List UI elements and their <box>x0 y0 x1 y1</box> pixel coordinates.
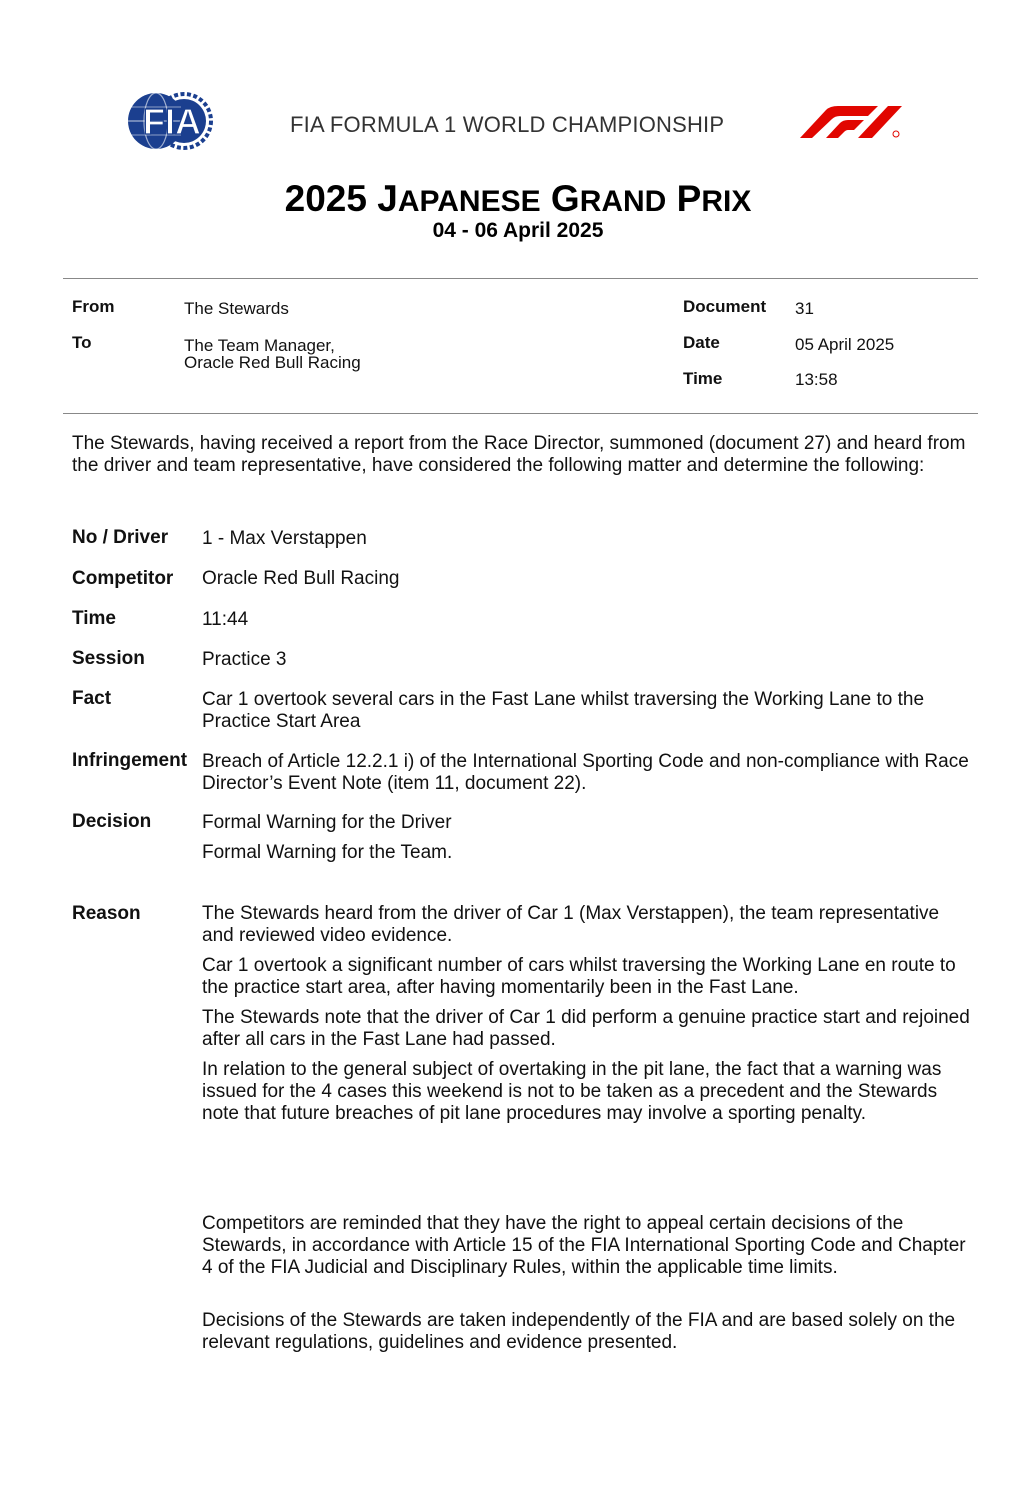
to-value-line2: Oracle Red Bull Racing <box>184 353 361 372</box>
reason-label: Reason <box>72 903 141 924</box>
competitor-value: Oracle Red Bull Racing <box>202 568 400 589</box>
fact-value: Car 1 overtook several cars in the Fast Lane whilst traversing the Working Lane to the Practice Start Area <box>202 689 925 732</box>
driver-label: No / Driver <box>72 527 169 548</box>
decision-value-driver: Formal Warning for the Driver <box>202 812 452 833</box>
time-row-value: 11:44 <box>202 609 249 630</box>
event-dates: 04 - 06 April 2025 <box>432 219 604 242</box>
competitor-label: Competitor <box>72 568 174 589</box>
session-label: Session <box>72 648 145 669</box>
fact-label: Fact <box>72 688 112 709</box>
title-word-grand: GRAND <box>550 178 667 219</box>
driver-value: 1 - Max Verstappen <box>202 528 367 549</box>
svg-text:FIA: FIA <box>143 101 201 142</box>
independence-notice: Decisions of the Stewards are taken independently of the FIA and are based solely on the relevant regulations, guidelines and evidence presented. <box>202 1310 956 1353</box>
title-word-japanese: JAPANESE <box>377 178 541 219</box>
time-value: 13:58 <box>795 370 838 389</box>
to-value-line1: The Team Manager, <box>184 336 335 355</box>
meta-divider <box>63 413 978 414</box>
reason-paragraph: Car 1 overtook a significant number of cars whilst traversing the Working Lane en route to the practice start area, after having momentarily been in the Fast Lane. <box>202 955 956 998</box>
reason-paragraph: In relation to the general subject of overtaking in the pit lane, the fact that a warning was issued for the 4 cases this weekend is not to be taken as a precedent and the Stewards note that future breaches of pit lane procedures may involve a sporting penalty. <box>202 1059 942 1124</box>
decision-label: Decision <box>72 811 152 832</box>
title-word-prix: PRIX <box>676 178 752 219</box>
top-divider <box>63 278 978 279</box>
to-label: To <box>72 333 92 352</box>
document-value: 31 <box>795 299 814 318</box>
title-year: 2025 <box>284 178 367 219</box>
document-header <box>0 80 1036 170</box>
reason-paragraph: The Stewards heard from the driver of Car 1 (Max Verstappen), the team representative and reviewed video evidence. <box>202 903 940 946</box>
infringement-value: Breach of Article 12.2.1 i) of the International Sporting Code and non-compliance with Race Director’s Event Note (item 11, document 22). <box>202 751 969 794</box>
appeal-notice: Competitors are reminded that they have the right to appeal certain decisions of the Stewards, in accordance with Article 15 of the FIA International Sporting Code and Chapter 4 of the FIA Judicial and Disciplinary Rules, within the applicable time limits. <box>202 1213 966 1278</box>
from-value: The Stewards <box>184 299 289 318</box>
time-label: Time <box>683 369 723 388</box>
document-label: Document <box>683 297 767 316</box>
intro-paragraph: The Stewards, having received a report from the Race Director, summoned (document 27) and heard from the driver and team representative, have considered the following matter and determine the following: <box>72 433 966 476</box>
reason-paragraph: The Stewards note that the driver of Car 1 did perform a genuine practice start and rejoined after all cars in the Fast Lane had passed. <box>202 1007 970 1050</box>
decision-value-team: Formal Warning for the Team. <box>202 842 453 863</box>
reason-block <box>202 903 972 1133</box>
fia-logo <box>126 90 216 152</box>
event-title <box>0 178 1036 220</box>
from-label: From <box>72 297 115 316</box>
date-label: Date <box>683 333 720 352</box>
f1-logo <box>786 104 914 140</box>
date-value: 05 April 2025 <box>795 335 895 354</box>
time-row-label: Time <box>72 608 117 629</box>
infringement-label: Infringement <box>72 750 188 771</box>
session-value: Practice 3 <box>202 649 287 670</box>
championship-name: FIA FORMULA 1 WORLD CHAMPIONSHIP <box>290 112 725 137</box>
